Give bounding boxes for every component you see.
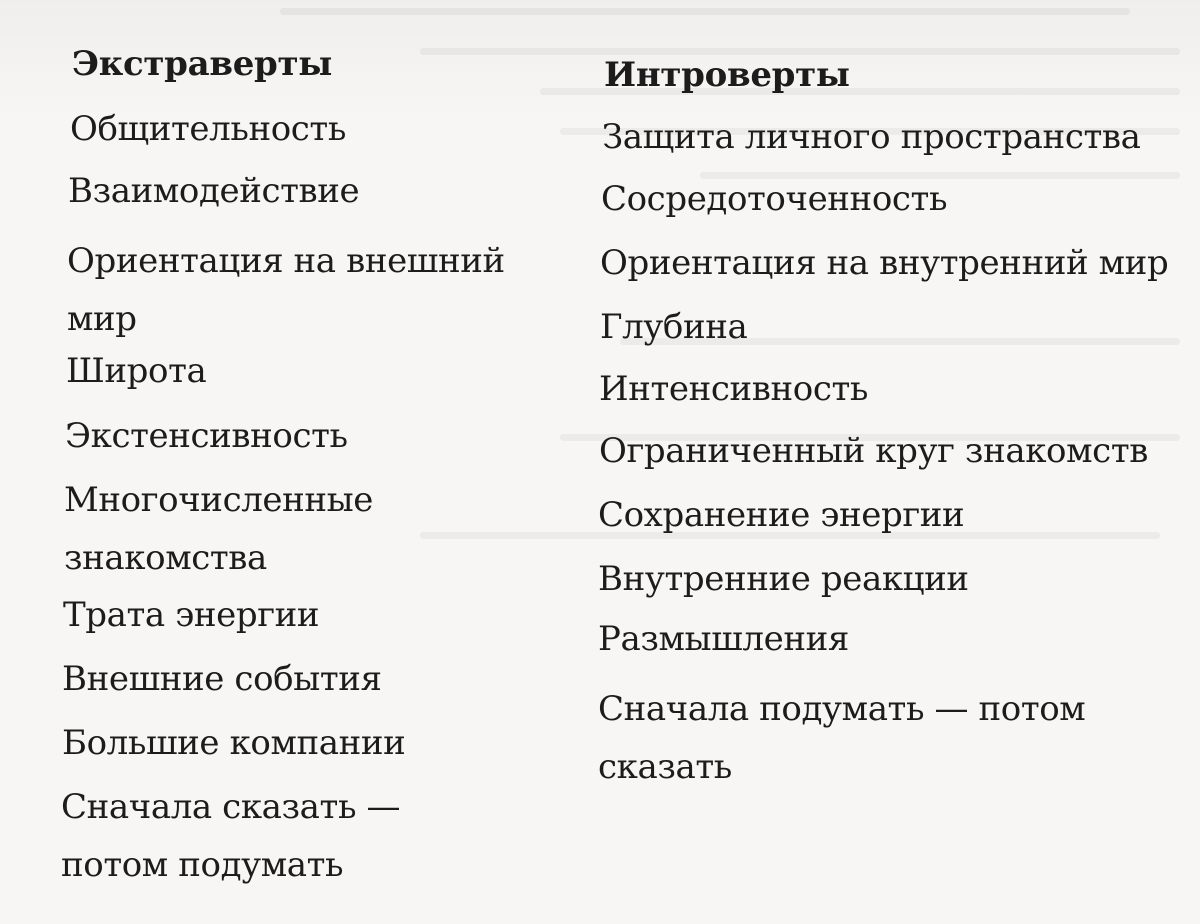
show-through-line [280, 8, 1130, 15]
introverts-item: Размышления [598, 619, 849, 659]
introverts-item: Сосредоточенность [601, 179, 948, 219]
introverts-item: Ориентация на внутренний мир [600, 243, 1169, 283]
extraverts-item: Большие компании [62, 723, 406, 763]
show-through-line [420, 48, 1180, 55]
extraverts-item: Многочисленные знакомства [64, 480, 374, 578]
introverts-item: Ограниченный круг знакомств [599, 431, 1148, 471]
extraverts-item: Широта [66, 351, 207, 391]
extraverts-item: Внешние события [62, 659, 382, 699]
extraverts-item: Сначала сказать — потом подумать [61, 787, 401, 885]
introverts-heading: Интроверты [604, 55, 850, 95]
extraverts-item: Ориентация на внешний мир [67, 241, 505, 339]
extraverts-item: Экстенсивность [65, 416, 348, 456]
introverts-item: Защита личного пространства [602, 117, 1141, 157]
introverts-item: Глубина [600, 307, 748, 347]
extraverts-heading: Экстраверты [72, 44, 333, 84]
introverts-item: Внутренние реакции [598, 559, 969, 599]
extraverts-item: Взаимодействие [68, 171, 360, 211]
introverts-item: Сохранение энергии [598, 495, 965, 535]
extraverts-item: Общительность [70, 109, 346, 149]
introverts-item: Сначала подумать — потом сказать [598, 689, 1086, 787]
introverts-item: Интенсивность [599, 369, 869, 409]
extraverts-item: Трата энергии [63, 595, 320, 635]
